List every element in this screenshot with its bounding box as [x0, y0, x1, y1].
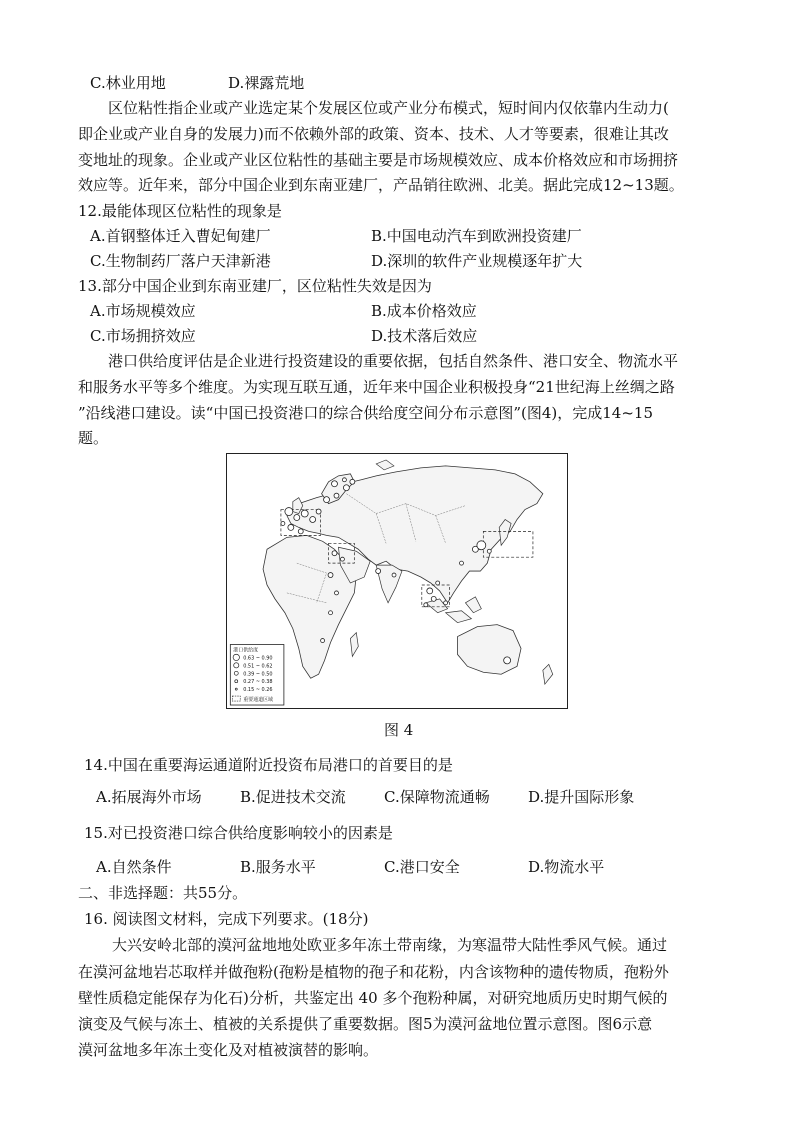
- q13-option-a: A.市场规模效应: [90, 302, 196, 320]
- q14-option-d: D.提升国际形象: [528, 788, 635, 806]
- q15-option-c: C.港口安全: [384, 858, 460, 876]
- arctic-island: [376, 460, 394, 470]
- option-c-forest-land: C.林业用地: [90, 74, 166, 92]
- question-16-stem: 16. 阅读图文材料，完成下列要求。(18分): [84, 910, 369, 928]
- legend-title: 港口供给度: [233, 647, 259, 654]
- q16-passage-line4: 演变及气候与冻土、植被的关系提供了重要数据。图5为漠河盆地位置示意图。图6示意: [78, 1015, 653, 1033]
- q15-option-a: A.自然条件: [96, 858, 172, 876]
- question-12-stem: 12.最能体现区位粘性的现象是: [78, 202, 282, 220]
- q13-option-c: C.市场拥挤效应: [90, 327, 196, 345]
- q12-option-d: D.深圳的软件产业规模逐年扩大: [371, 252, 583, 270]
- legend-item-1: 0.63 ~ 0.90: [243, 655, 273, 662]
- port-supply-map-figure: [226, 453, 568, 709]
- q13-option-b: B.成本价格效应: [371, 302, 477, 320]
- passage1-line3: 变地址的现象。企业或产业区位粘性的基础主要是市场规模效应、成本价格效应和市场拥挤: [78, 151, 679, 169]
- legend-corridor: 重要通道区域: [243, 697, 273, 704]
- map-legend: [230, 645, 284, 706]
- world-map-svg: [227, 454, 567, 708]
- q16-passage-line1: 大兴安岭北部的漠河盆地地处欧亚多年冻土带南缘，为寒温带大陆性季风气候。通过: [112, 936, 668, 954]
- passage2-line3: ”沿线港口建设。读“中国已投资港口的综合供给度空间分布示意图”(图4)，完成14~15: [78, 404, 653, 422]
- figure-caption: 图 4: [384, 721, 414, 739]
- option-d-barren-land: D.裸露荒地: [228, 74, 305, 92]
- q15-option-d: D.物流水平: [528, 858, 605, 876]
- legend-item-4: 0.27 ~ 0.38: [243, 679, 273, 686]
- q14-option-b: B.促进技术交流: [240, 788, 346, 806]
- passage1-line1: 区位粘性指企业或产业选定某个发展区位或产业分布模式，短时间内仅依靠内生动力(: [108, 99, 669, 117]
- q15-option-b: B.服务水平: [240, 858, 316, 876]
- section-2-heading: 二、非选择题：共55分。: [78, 884, 248, 902]
- q16-passage-line5: 漠河盆地多年冻土变化及对植被演替的影响。: [78, 1041, 379, 1059]
- question-15-stem: 15.对已投资港口综合供给度影响较小的因素是: [84, 824, 393, 842]
- passage1-line4: 效应等。近年来，部分中国企业到东南亚建厂，产品销往欧洲、北美。据此完成12~13题。: [78, 176, 684, 194]
- legend-item-3: 0.39 ~ 0.50: [243, 671, 273, 678]
- q12-option-b: B.中国电动汽车到欧洲投资建厂: [371, 227, 582, 245]
- q13-option-d: D.技术落后效应: [371, 327, 478, 345]
- q16-passage-line2: 在漠河盆地岩芯取样并做孢粉(孢粉是植物的孢子和花粉，内含该物种的遗传物质，孢粉外: [78, 963, 669, 981]
- q14-option-a: A.拓展海外市场: [96, 788, 202, 806]
- q16-passage-line3: 壁性质稳定能保存为化石)分析，共鉴定出 40 多个孢粉种属，对研究地质历史时期气候的: [78, 989, 668, 1007]
- question-14-stem: 14.中国在重要海运通道附近投资布局港口的首要目的是: [84, 756, 453, 774]
- q12-option-c: C.生物制药厂落户天津新港: [90, 252, 271, 270]
- passage1-line2: 即企业或产业自身的发展力)而不依赖外部的政策、资本、技术、人才等要素，很难让其改: [78, 125, 669, 143]
- passage2-line2: 和服务水平等多个维度。为实现互联互通，近年来中国企业积极投身“21世纪海上丝绸之路: [78, 378, 675, 396]
- passage2-line4: 题。: [78, 429, 109, 447]
- australia-continent: [458, 625, 522, 675]
- q14-option-c: C.保障物流通畅: [384, 788, 490, 806]
- madagascar: [350, 633, 358, 657]
- question-13-stem: 13.部分中国企业到东南亚建厂，区位粘性失效是因为: [78, 277, 432, 295]
- new-zealand: [543, 664, 553, 684]
- legend-item-2: 0.51 ~ 0.62: [243, 663, 273, 670]
- q12-option-a: A.首钢整体迁入曹妃甸建厂: [90, 227, 271, 245]
- legend-item-5: 0.15 ~ 0.26: [243, 687, 273, 694]
- passage2-line1: 港口供给度评估是企业进行投资建设的重要依据，包括自然条件、港口安全、物流水平: [108, 352, 679, 370]
